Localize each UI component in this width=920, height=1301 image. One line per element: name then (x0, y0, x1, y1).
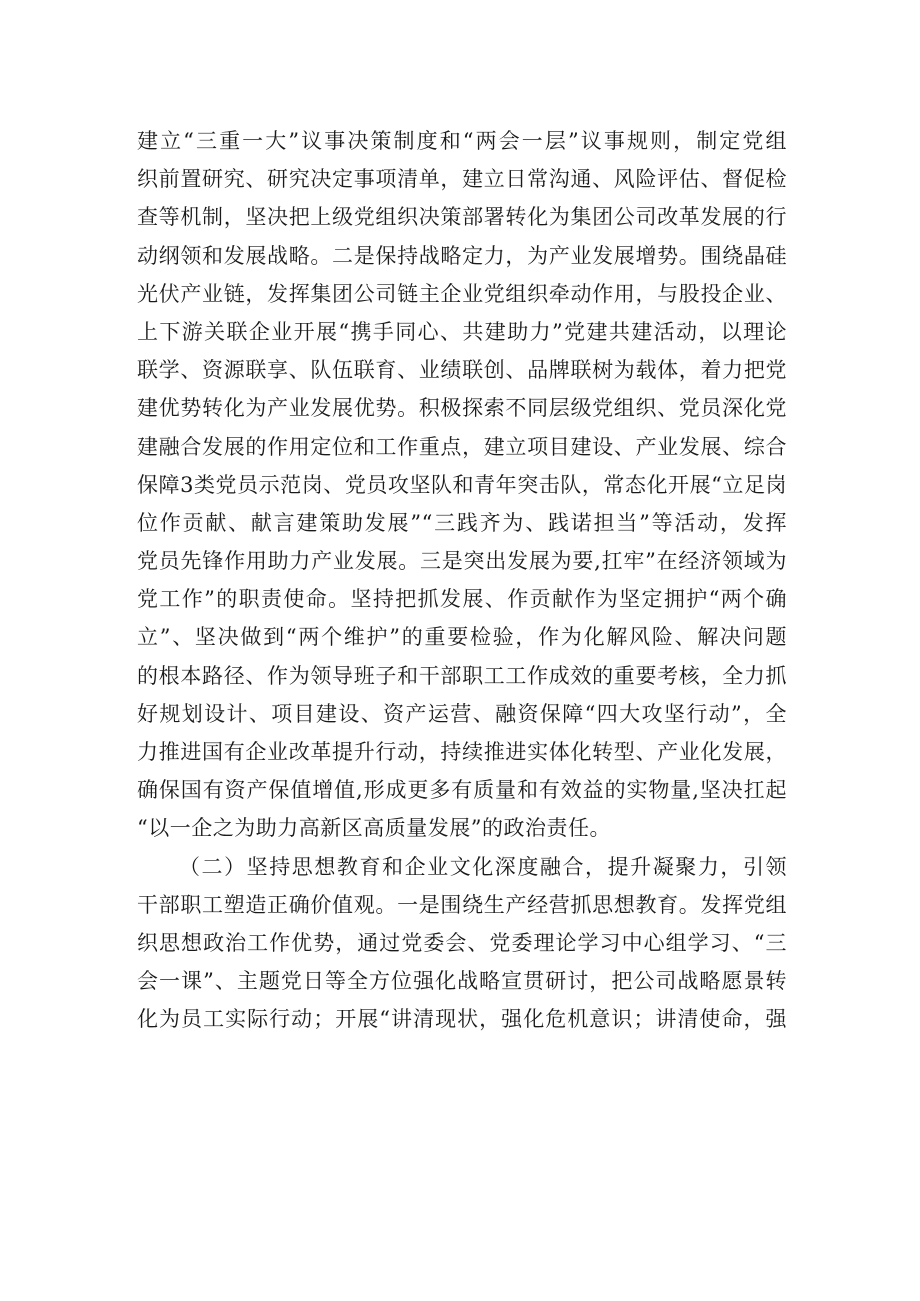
text-line: 党工作”的职责使命。坚持把抓发展、作贡献作为坚定拥护“两个确 (137, 587, 787, 612)
text-line: 保障3类党员示范岗、党员攻坚队和青年突击队，常态化开展“立足岗 (137, 472, 787, 497)
text-line: 的根本路径、作为领导班子和干部职工工作成效的重要考核，全力抓 (137, 663, 787, 688)
text-line: 光伏产业链，发挥集团公司链主企业党组织牵动作用，与股投企业、 (137, 281, 787, 306)
text-line: 建优势转化为产业发展优势。积极探索不同层级党组织、党员深化党 (137, 396, 787, 421)
text-line: 织思想政治工作优势，通过党委会、党委理论学习中心组学习、“三 (137, 930, 787, 955)
text-line: 上下游关联企业开展“携手同心、共建助力”党建共建活动，以理论 (137, 319, 787, 344)
text-line: 织前置研究、研究决定事项清单，建立日常沟通、风险评估、督促检 (137, 167, 787, 192)
text-line: （二）坚持思想教育和企业文化深度融合，提升凝聚力，引领 (179, 854, 787, 879)
text-line: 动纲领和发展战略。二是保持战略定力，为产业发展增势。围绕晶硅 (137, 243, 787, 268)
text-line: 立”、坚决做到“两个维护”的重要检验，作为化解风险、解决问题 (137, 625, 787, 650)
text-line: 会一课”、主题党日等全方位强化战略宣贯研讨，把公司战略愿景转 (137, 969, 787, 994)
document-body (137, 122, 787, 1039)
text-line: “以一企之为助力高新区高质量发展”的政治责任。 (137, 816, 611, 841)
text-line: 力推进国有企业改革提升行动，持续推进实体化转型、产业化发展， (137, 740, 787, 764)
text-line: 查等机制，坚决把上级党组织决策部署转化为集团公司改革发展的行 (137, 205, 787, 230)
text-line: 位作贡献、献言建策助发展”“三践齐为、践诺担当”等活动，发挥 (137, 510, 787, 535)
text-line: 联学、资源联享、队伍联育、业绩联创、品牌联树为载体，着力把党 (137, 358, 787, 383)
paragraph-1 (137, 122, 787, 848)
text-line: 确保国有资产保值增值,形成更多有质量和有效益的实物量,坚决扛起 (137, 778, 787, 803)
text-line: 建融合发展的作用定位和工作重点，建立项目建设、产业发展、综合 (137, 434, 787, 459)
text-line: 建立“三重一大”议事决策制度和“两会一层”议事规则，制定党组 (137, 129, 787, 153)
text-line: 党员先锋作用助力产业发展。三是突出发展为要,扛牢”在经济领域为 (137, 549, 787, 574)
paragraph-2 (137, 848, 787, 1039)
text-line: 化为员工实际行动；开展“讲清现状，强化危机意识；讲清使命，强 (137, 1007, 787, 1032)
text-line: 干部职工塑造正确价值观。一是围绕生产经营抓思想教育。发挥党组 (137, 892, 787, 917)
text-line: 好规划设计、项目建设、资产运营、融资保障“四大攻坚行动”，全 (137, 701, 787, 726)
